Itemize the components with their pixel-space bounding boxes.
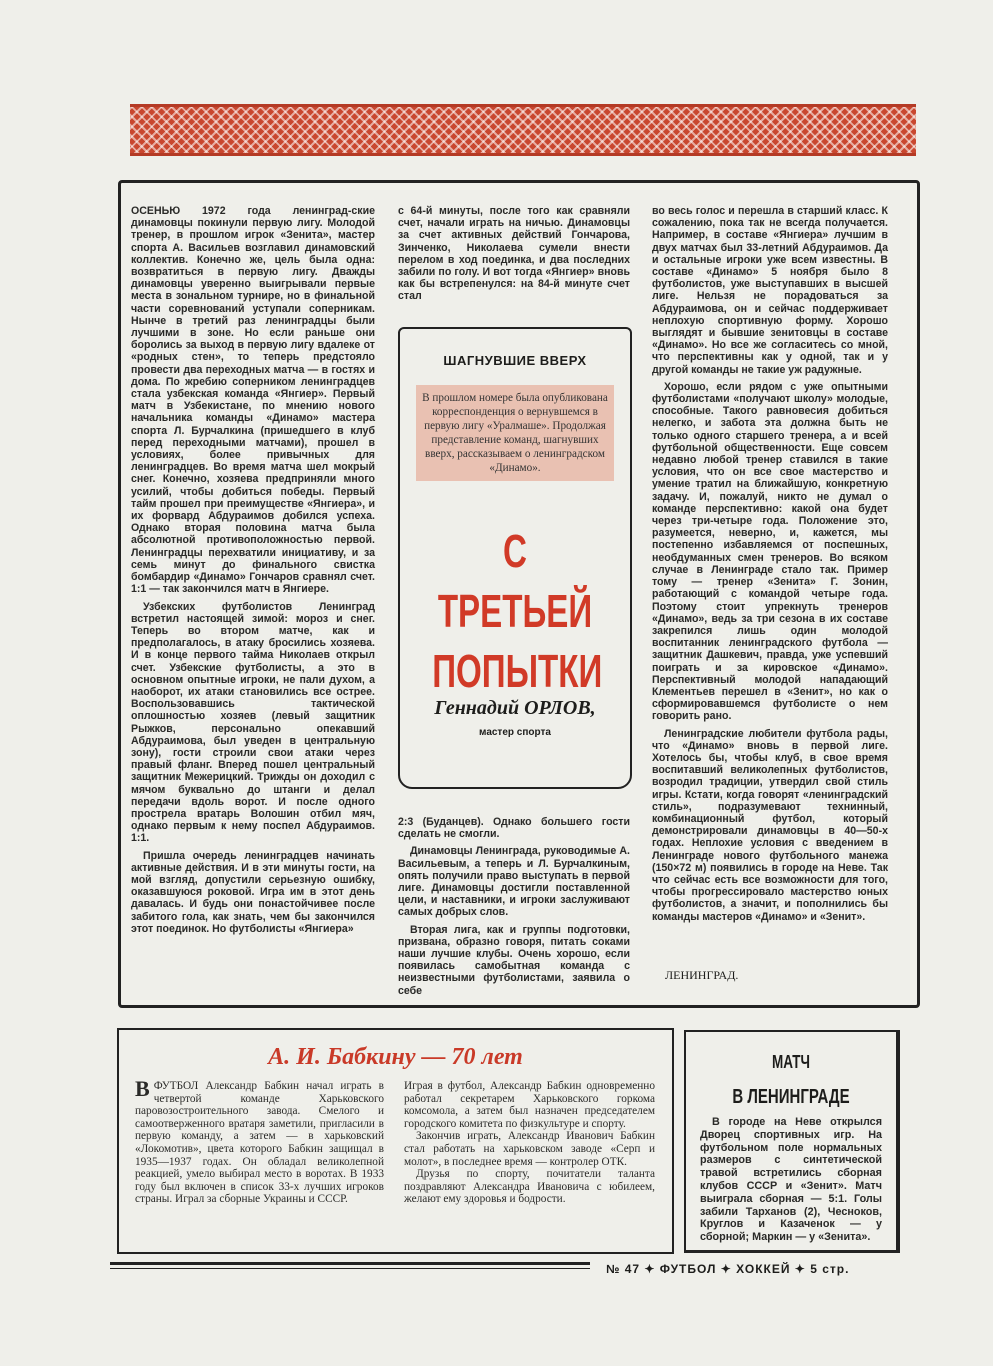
babkin-paragraph: Друзья по спорту, почитатели таланта поздравляют Александра Ивановича с юбилеем, желают ему здоровья и бодрости. xyxy=(404,1168,655,1206)
page-footer: № 47 ✦ ФУТБОЛ ✦ ХОККЕЙ ✦ 5 стр. xyxy=(606,1262,850,1276)
babkin-paragraph: Закончив играть, Александр Иванович Бабкин стал работать на харьковском заводе «Серп и молот», в последнее время — контролер ОТК. xyxy=(404,1130,655,1168)
headline-line: ТРЕТЬЕЙ xyxy=(437,585,593,637)
author-rank: мастер спорта xyxy=(479,727,551,738)
babkin-paragraph xyxy=(135,1076,384,1206)
match-paragraph: В городе на Неве открылся Дворец спортивных игр. На футбольном поле нормальных размеров с синтетической травой встретились сборная клубов СССР и «Зенит». Матч выиграла сборная — 5:1. Голы забили Тарханов (2), Чесноков, Круглов и Казаченок — у сборной; Маркин — у «Зенита». xyxy=(700,1116,882,1244)
match-title: МАТЧ xyxy=(771,1052,811,1072)
headline-line: С xyxy=(503,525,527,577)
match-text xyxy=(700,1116,882,1249)
babkin-column-2 xyxy=(404,1080,655,1206)
match-news-box xyxy=(684,1030,900,1253)
article-column-1 xyxy=(131,205,375,940)
footer-rule-thin xyxy=(110,1268,590,1269)
drop-cap: В xyxy=(135,1076,150,1101)
rubric-kicker: ШАГНУВШИЕ ВВЕРХ xyxy=(443,353,587,368)
article-paragraph: во весь голос и перешла в старший класс. К сожалению, пока так не всегда получается. Например, в составе «Янгиера» лучшим в двух матчах был 33-летний Абдураимов. Да и остальные игроки уже всем известны. В составе «Динамо» 5 ноября было 8 футболистов, уже выступавших в высшей лиге. Нельзя не порадоваться за Абдураимова, он и сейчас поддерживает неплохую спортивную форму. Хорошо выглядят и бывшие зенитовцы в составе «Динамо». Но все же согласитесь со мной, что перспективны как у одной, так и у другой команды не такие уж радужные. xyxy=(652,205,888,376)
article-text: ОСЕНЬЮ 1972 года ленинград-ские динамовцы покинули первую лигу. Молодой тренер, в прошлом игрок «Зенита», мастер спорта А. Васильев возглавил динамовский коллектив. Конечно же, цель была одна: возвратиться в первую лигу. Дважды динамовцы уверенно выигрывали первые места в зональном турнире, но в финальной части соревнований уступали соперникам. Нынче в третий раз ленинградцы были лучшими в зоне. Но если раньше они боролись за выход в первую лигу вдалеке от «родных стен», то теперь предстояло провести два переходных матча — в гостях и дома. По жребию соперником ленинградцев стала узбекская команда «Янгиер». Первый матч в Узбекистане, по мнению нового начальника команды «Динамо» мастера спорта Л. Бурчалкина (пришедшего в клуб перед переходными матчами), прошел в условиях, более привычных для ленинградцев. Во время матча шел мокрый снег. Конечно, хозяева предприняли много усилий, чтобы добиться победы. Первый тайм прошел при преимуществе «Янгиера», и их форвард Абдураимов добился успеха. Однако вторая половина матча была абсолютной противоположностью первой. Ленинградцы перехватили инициативу, и за семь минут до финального свистка бомбардир «Динамо» Гончаров сравнял счет. 1:1 — так закончился матч в Янгиере. xyxy=(131,205,375,596)
article-paragraph: 2:3 (Буданцев). Однако большего гости сделать не смогли. xyxy=(398,816,630,841)
article-column-3 xyxy=(652,205,888,928)
babkin-column-1 xyxy=(135,1076,384,1206)
article-paragraph: Узбекских футболистов Ленинград встретил настоящей зимой: мороз и снег. Теперь во втором матче, как и предполагалось, в атаку бросились хозяева. И в конце первого тайма Николаев открыл счет. Узбекские футболисты, а это в основном опытные игроки, не пали духом, а наоборот, их атаки становились все острее. Воспользовавшись тактической оплошностью хозяев (левый защитник Рыжков, персонально опекавший Абдураимова, был уведен в центральную зону), гости строили свои атаки через правый фланг. Вперед пошел центральный защитник Межерицкий. Трижды он доходил с мячом буквально до штанги и делал передачи вдоль ворот. И после одного прострела вратарь Волошин отбил мяч, однако первым к нему поспел Абдураимов. 1:1. xyxy=(131,600,375,845)
article-paragraph: Хорошо, если рядом с уже опытными футболистами «получают школу» молодые, способные. Такого равновесия добиться нелегко, и забота эта должна быть не только одного старшего тренера, а и всей футбольной общественности. Еще совсем недавно любой тренер ставился в такие условия, что он все свое мастерство и умение тратил на ближайшую, конкретную задачу. И, пожалуй, никто не думал о команде перспективно: какой она будет через три-четыре года. Положение это, разумеется, неверно, и, кажется, мы постепенно избавляемся от поспешных, необдуманных смен тренеров. Во всяком случае в Ленинграде стало так. Пример тому — тренер «Зенита» Г. Зонин, работающий с командой четыре года. Поэтому стоит упрекнуть тренеров «Динамо», ведь за три сезона в их составе закрепился лишь один молодой воспитанник ленинградского футбола — защитник Дашкевич, правда, уже успевший поиграть и за кировское «Динамо». Перспективный молодой нападающий Клементьев перешел в «Зенит», но как о сформировавшемся футболисте о нем говорить рано. xyxy=(652,380,888,723)
headline xyxy=(432,521,603,701)
lead-paragraph: В прошлом номере была опубликована корреспонденция о вернувшемся в первую лигу «Уралмаше». Продолжая представление команд, шагнувших вверх, рассказываем о ленинградском «Динамо». xyxy=(416,385,614,481)
article-paragraph: Пришла очередь ленинградцев начинать активные действия. И в эти минуты гости, на мой взгляд, допустили серьезную ошибку, оказавшуюся роковой. Игра им в этот день давалась. И будь они понастойчивее после забитого гола, как знать, чем бы закончился этот поединок. Но футболисты «Янгиера» xyxy=(131,849,375,935)
dateline-city: ЛЕНИНГРАД. xyxy=(665,968,739,982)
article-paragraph: Ленинградские любители футбола рады, что «Динамо» вновь в первой лиге. Хотелось бы, чтобы клуб, в свое время воспитавший великолепных футболистов, возродил традиции, утвердил свой стиль игры. Кстати, когда говорят «ленинградский стиль», подразумевают технинный, комбинационный футбол, который демонстрировали динамовцы в 40—50-х годах. Неплохие условия с введением в Ленинграде нового футбольного манежа (150×72 м) появились в городе на Неве. Так что сейчас есть все возможности для того, чтобы прогрессировало мастерство юных футболистов, а значит, и пополнились бы команды мастеров «Динамо» и «Зенит». xyxy=(652,727,888,923)
headline-line: ПОПЫТКИ xyxy=(432,645,603,697)
article-paragraph xyxy=(131,205,375,596)
ornament-band xyxy=(130,104,916,156)
babkin-title: А. И. Бабкину — 70 лет xyxy=(268,1044,523,1070)
headline-box xyxy=(398,327,632,789)
babkin-text: ФУТБОЛ Александр Бабкин начал играть в четвертой команде Харьковского паровозостроительного завода. Смелого и самоотверженного вратаря заметили, пригласили в первую команду, а затем — в харьковский «Локомотив», цвета которого Бабкин защищал в 1935—1937 годах. Он обладал великолепной реакцией, умело выбирал место в воротах. В 1933 году был включен в список 33-х лучших игроков страны. Играл за сборные Украины и СССР. xyxy=(135,1080,384,1206)
author-name: Геннадий ОРЛОВ, xyxy=(434,697,596,719)
article-paragraph: Динамовцы Ленинграда, руководимые А. Васильевым, а теперь и Л. Бурчалкиным, опять получили право выступать в первой лиге. Динамовцы достигли поставленной цели, и наставники, и игроки заслуживают самых добрых слов. xyxy=(398,845,630,919)
article-column-2-top xyxy=(398,205,630,308)
match-subtitle: В ЛЕНИНГРАДЕ xyxy=(732,1086,850,1108)
babkin-paragraph: Играя в футбол, Александр Бабкин одновременно работал секретарем Харьковского горкома комсомола, а затем был назначен председателем городского комитета по физкультуре и спорту. xyxy=(404,1080,655,1130)
article-paragraph: Вторая лига, как и группы подготовки, призвана, образно говоря, питать соками наши лучшие клубы. Очень хорошо, если появилась самобытная команда с неизвестными футболистами, заявила о себе xyxy=(398,923,630,997)
article-column-2-bottom xyxy=(398,816,630,1002)
article-paragraph: с 64-й минуты, после того как сравняли счет, начали играть на ничью. Динамовцы за счет активных действий Гончарова, Зинченко, Николаева сумели внести перелом в ход поединка, и два последних забили по голу. И вот тогда «Янгиер» вновь как бы встрепенулся: на 84-й минуте счет стал xyxy=(398,205,630,303)
footer-rule xyxy=(110,1262,590,1265)
